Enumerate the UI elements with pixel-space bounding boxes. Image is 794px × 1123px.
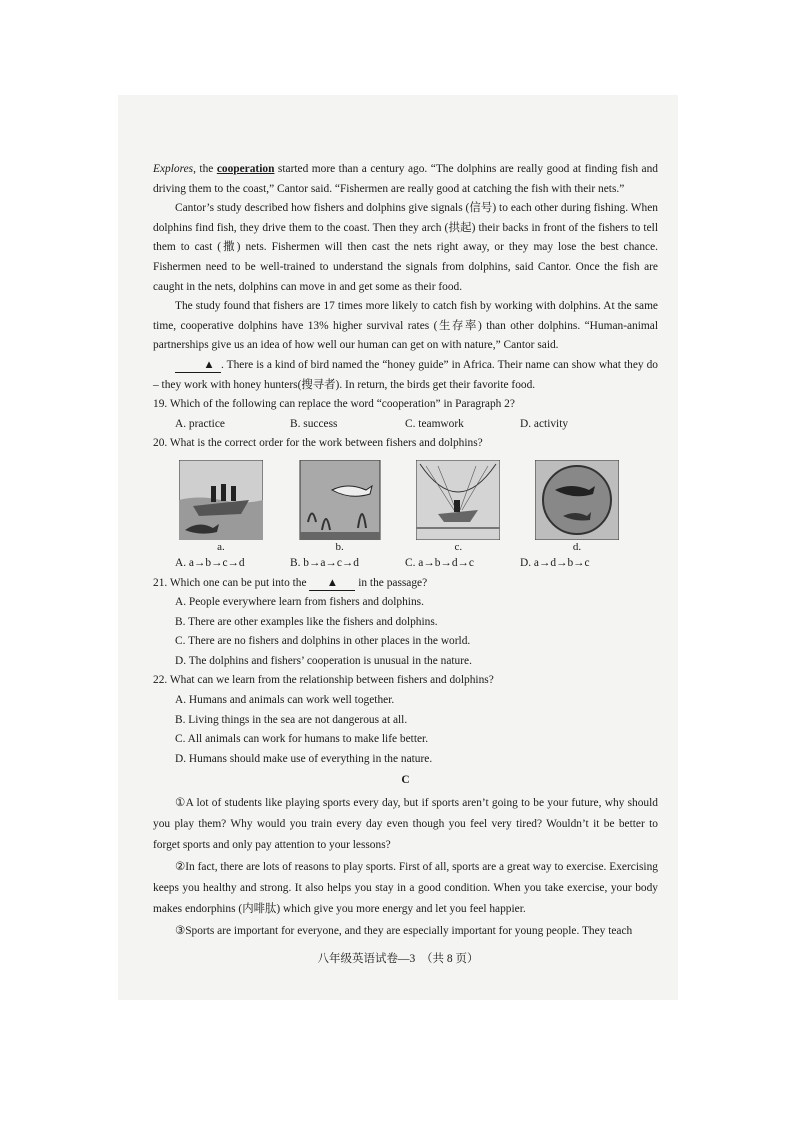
question-21-blank: ▲ xyxy=(309,576,355,591)
option[interactable]: A. Humans and animals can work well together. xyxy=(175,694,395,707)
exam-content xyxy=(153,160,658,943)
picture-b: b. xyxy=(298,460,382,554)
option[interactable]: B. b→a→c→d xyxy=(290,556,359,569)
option[interactable]: B. There are other examples like the fishers and dolphins. xyxy=(175,615,438,628)
option[interactable]: C. a→b→d→c xyxy=(405,556,474,569)
question-19-options xyxy=(153,415,658,435)
picture-a: a. xyxy=(179,460,263,554)
answer-blank[interactable]: ▲ xyxy=(175,358,221,373)
option[interactable]: D. a→d→b→c xyxy=(520,556,590,569)
section-c-paragraph-2: ②In fact, there are lots of reasons to play sports. First of all, sports are a great way to exercise. Exercising keeps you healthy and strong. It also helps you stay in a good condition. When you take exercise, your body makes endorphins (内啡肽) which give you more energy and let you feel happier. xyxy=(153,861,658,916)
fishers-boat-dolphin-image xyxy=(179,460,263,540)
section-c-paragraph-1: ①A lot of students like playing sports every day, but if sports aren’t going to be your future, why should you play them? Why would you train every day even though you feel very tired? Wouldn’t it be better to forget sports and only pay attention to your lessons? xyxy=(153,797,658,852)
passage-b-paragraph-4: ▲ . There is a kind of bird named the “honey guide” in Africa. Their name can show what they do – they work with honey hunters(搜寻者). In return, the birds get their favorite food. xyxy=(153,358,658,391)
option[interactable]: A. People everywhere learn from fishers and dolphins. xyxy=(175,596,424,609)
option[interactable]: D. The dolphins and fishers’ cooperation is unusual in the nature. xyxy=(175,654,472,667)
picture-d: d. xyxy=(535,460,619,554)
question-19-stem: 19. Which of the following can replace the word “cooperation” in Paragraph 2? xyxy=(153,398,515,411)
question-20-stem: 20. What is the correct order for the work between fishers and dolphins? xyxy=(153,437,483,450)
question-21-stem: 21. Which one can be put into the ▲ in the passage? xyxy=(153,576,428,589)
passage-b-paragraph-2: Cantor’s study described how fishers and dolphins give signals (信号) to each other during fishing. When dolphins find fish, they drive them to the coast. Then they arch (拱起) their backs in front of the fishers to tell them to cast (撒) nets. Fishermen will then cast the nets right away, or they may lose the best chance. Fishermen need to be well-trained to understand the signals from dolphins, said Cantor. Once the fish are caught in the nets, dolphins can move in and get some as their food. xyxy=(153,202,658,293)
option[interactable]: B. success xyxy=(290,417,338,430)
net-cast-boat-image xyxy=(416,460,500,540)
page-footer: 八年级英语试卷—3 （共 8 页） xyxy=(317,953,479,965)
option[interactable]: C. There are no fishers and dolphins in other places in the world. xyxy=(175,635,471,648)
dolphin-underwater-image xyxy=(298,460,382,540)
passage-b-paragraph-1: Explores, the cooperation started more than a century ago. “The dolphins are really good at finding fish and driving them to the coast,” Cantor said. “Fishermen are really good at catching the fish with their nets.” xyxy=(153,163,658,195)
dolphin-net-circle-image xyxy=(535,460,619,540)
option[interactable]: A. a→b→c→d xyxy=(175,556,245,569)
section-c-paragraph-3: ③Sports are important for everyone, and they are especially important for young people. They teach xyxy=(175,925,633,938)
option[interactable]: C. teamwork xyxy=(405,417,464,430)
question-20-options xyxy=(153,554,658,574)
option[interactable]: B. Living things in the sea are not dangerous at all. xyxy=(175,713,408,726)
passage-b-paragraph-3: The study found that fishers are 17 times more likely to catch fish by working with dolphins. At the same time, cooperative dolphins have 13% higher survival rates (生存率) than other dolphins. “Human-animal partnerships give us an idea of how well our human can get on with nature,” Cantor said. xyxy=(153,300,658,352)
keyword-cooperation: cooperation xyxy=(216,163,275,175)
section-c-heading: C xyxy=(401,774,410,787)
option[interactable]: C. All animals can work for humans to make life better. xyxy=(175,733,429,746)
option[interactable]: D. Humans should make use of everything in the nature. xyxy=(175,752,433,765)
option[interactable]: A. practice xyxy=(175,417,225,430)
picture-c: c. xyxy=(416,460,500,554)
question-22-stem: 22. What can we learn from the relationship between fishers and dolphins? xyxy=(153,674,494,687)
option[interactable]: D. activity xyxy=(520,417,569,430)
question-20-images xyxy=(153,454,625,554)
